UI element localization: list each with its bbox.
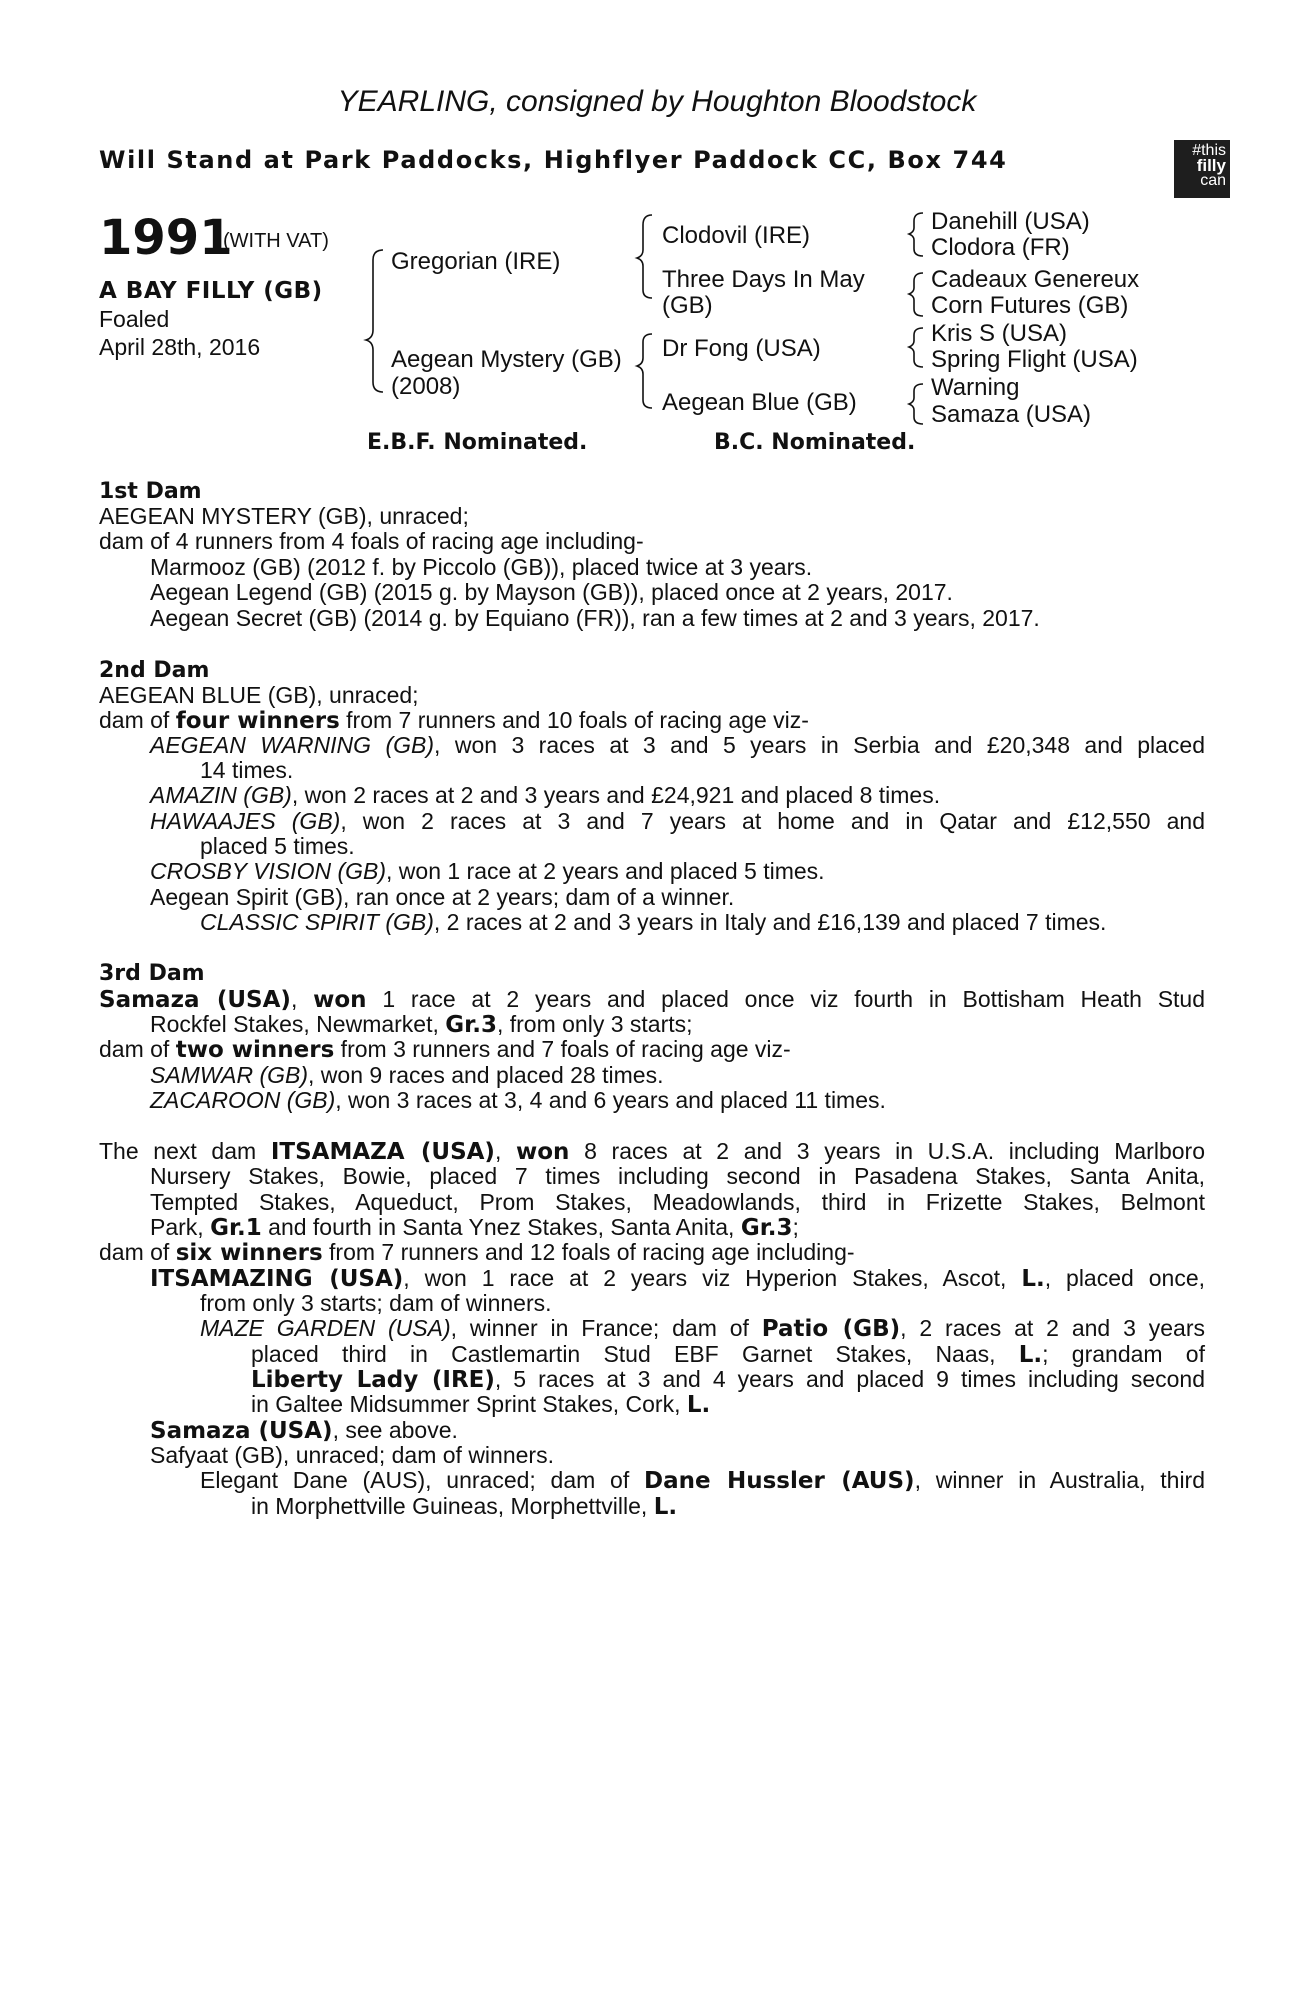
ebf-nominated: E.B.F. Nominated. xyxy=(367,430,588,455)
pedigree-sire-dam: Three Days In May xyxy=(662,266,865,293)
second-dam-grand-produce: CLASSIC SPIRIT (GB), 2 races at 2 and 3 years in Italy and £16,139 and placed 7 times. xyxy=(200,909,1107,935)
pedigree-gen3-6: Spring Flight (USA) xyxy=(931,346,1138,373)
pedigree-dam-sire: Dr Fong (USA) xyxy=(662,335,821,362)
logo-line-1: #this xyxy=(1192,142,1226,159)
pedigree-gen3-8: Samaza (USA) xyxy=(931,401,1092,428)
third-dam-line: Rockfel Stakes, Newmarket, Gr.3, from only 3 starts; xyxy=(150,1011,693,1038)
second-dam-winner-cont: placed 5 times. xyxy=(200,833,355,859)
foaled-label: Foaled xyxy=(99,306,170,332)
page-title: YEARLING, consigned by Houghton Bloodstock xyxy=(337,85,977,118)
next-dam-grand-produce: Elegant Dane (AUS), unraced; dam of Dane Hussler (AUS), winner in Australia, third xyxy=(200,1467,1206,1494)
logo-line-3: can xyxy=(1200,172,1226,189)
second-dam-produce: Aegean Spirit (GB), ran once at 2 years; dam of a winner. xyxy=(150,884,735,910)
first-dam-heading: 1st Dam xyxy=(99,479,202,504)
first-dam-line: dam of 4 runners from 4 foals of racing age including- xyxy=(99,528,644,554)
next-dam-line: dam of six winners from 7 runners and 12 foals of racing age including- xyxy=(99,1239,855,1266)
next-dam-produce: Samaza (USA), see above. xyxy=(150,1417,458,1444)
first-dam-produce: Marmooz (GB) (2012 f. by Piccolo (GB)), placed twice at 3 years. xyxy=(150,554,813,580)
third-dam-winner: SAMWAR (GB), won 9 races and placed 28 times. xyxy=(150,1062,664,1088)
pedigree-braces xyxy=(0,0,1314,450)
next-dam-grand-produce-cont: in Galtee Midsummer Sprint Stakes, Cork, L. xyxy=(251,1391,711,1418)
lot-number: 1991 xyxy=(99,210,233,266)
pedigree-gen3-4: Corn Futures (GB) xyxy=(931,292,1129,319)
next-dam-line: Park, Gr.1 and fourth in Santa Ynez Stakes, Santa Anita, Gr.3; xyxy=(150,1214,799,1241)
third-dam-heading: 3rd Dam xyxy=(99,961,205,986)
pedigree-dam-dam: Aegean Blue (GB) xyxy=(662,389,857,416)
third-dam-line: Samaza (USA), won 1 race at 2 years and placed once viz fourth in Bottisham Heath Stud xyxy=(99,986,1206,1013)
logo-line-2: filly xyxy=(1196,156,1226,175)
second-dam-winner: CROSBY VISION (GB), won 1 race at 2 years and placed 5 times. xyxy=(150,858,825,884)
pedigree-gen3-5: Kris S (USA) xyxy=(931,320,1068,347)
next-dam-line: Tempted Stakes, Aqueduct, Prom Stakes, Meadowlands, third in Frizette Stakes, Belmont xyxy=(150,1189,1205,1215)
next-dam-grand-produce: MAZE GARDEN (USA), winner in France; dam of Patio (GB), 2 races at 2 and 3 years xyxy=(200,1315,1205,1342)
bc-nominated: B.C. Nominated. xyxy=(714,430,916,455)
next-dam-grand-produce-cont: in Morphettville Guineas, Morphettville, L. xyxy=(251,1493,678,1520)
next-dam-produce: Safyaat (GB), unraced; dam of winners. xyxy=(150,1442,554,1468)
next-dam-produce: ITSAMAZING (USA), won 1 race at 2 years viz Hyperion Stakes, Ascot, L., placed once, xyxy=(150,1265,1206,1292)
second-dam-line: AEGEAN BLUE (GB), unraced; xyxy=(99,682,419,708)
pedigree-dam: Aegean Mystery (GB) xyxy=(391,346,622,373)
third-dam-line: dam of two winners from 3 runners and 7 foals of racing age viz- xyxy=(99,1036,791,1063)
second-dam-winner-cont: 14 times. xyxy=(200,757,294,783)
next-dam-grand-produce-cont: placed third in Castlemartin Stud EBF Garnet Stakes, Naas, L.; grandam of xyxy=(251,1341,1205,1368)
next-dam-produce-cont: from only 3 starts; dam of winners. xyxy=(200,1290,552,1316)
second-dam-heading: 2nd Dam xyxy=(99,658,210,683)
first-dam-line: AEGEAN MYSTERY (GB), unraced; xyxy=(99,503,469,529)
next-dam-line: Nursery Stakes, Bowie, placed 7 times including second in Pasadena Stakes, Santa Anita, xyxy=(150,1163,1205,1189)
pedigree-gen3-3: Cadeaux Genereux xyxy=(931,266,1140,293)
foaled-date: April 28th, 2016 xyxy=(99,334,261,360)
first-dam-produce: Aegean Legend (GB) (2015 g. by Mayson (GB)), placed once at 2 years, 2017. xyxy=(150,579,953,605)
pedigree-gen3-1: Danehill (USA) xyxy=(931,208,1090,235)
first-dam-produce: Aegean Secret (GB) (2014 g. by Equiano (FR)), ran a few times at 2 and 3 years, 2017. xyxy=(150,605,1040,631)
pedigree-sire-sire: Clodovil (IRE) xyxy=(662,222,811,249)
pedigree-dam-year: (2008) xyxy=(391,373,461,400)
lot-description: A BAY FILLY (GB) xyxy=(99,278,323,304)
next-dam-line: The next dam ITSAMAZA (USA), won 8 races at 2 and 3 years in U.S.A. including Marlboro xyxy=(99,1138,1205,1165)
third-dam-winner: ZACAROON (GB), won 3 races at 3, 4 and 6 years and placed 11 times. xyxy=(150,1087,886,1113)
second-dam-winner: HAWAAJES (GB), won 2 races at 3 and 7 years at home and in Qatar and £12,550 and xyxy=(150,808,1205,834)
second-dam-winner: AEGEAN WARNING (GB), won 3 races at 3 and 5 years in Serbia and £20,348 and placed xyxy=(150,732,1206,758)
second-dam-winner: AMAZIN (GB), won 2 races at 2 and 3 years and £24,921 and placed 8 times. xyxy=(150,782,941,808)
stand-location: Will Stand at Park Paddocks, Highflyer Paddock CC, Box 744 xyxy=(99,146,1008,174)
next-dam-grand-produce-cont: Liberty Lady (IRE), 5 races at 3 and 4 years and placed 9 times including second xyxy=(251,1366,1205,1393)
second-dam-line: dam of four winners from 7 runners and 10 foals of racing age viz- xyxy=(99,707,809,734)
vat-note: (WITH VAT) xyxy=(223,230,329,252)
pedigree-gen3-2: Clodora (FR) xyxy=(931,234,1070,261)
pedigree-sire-dam-country: (GB) xyxy=(662,292,713,319)
pedigree-sire: Gregorian (IRE) xyxy=(391,248,561,275)
pedigree-gen3-7: Warning xyxy=(931,374,1020,401)
